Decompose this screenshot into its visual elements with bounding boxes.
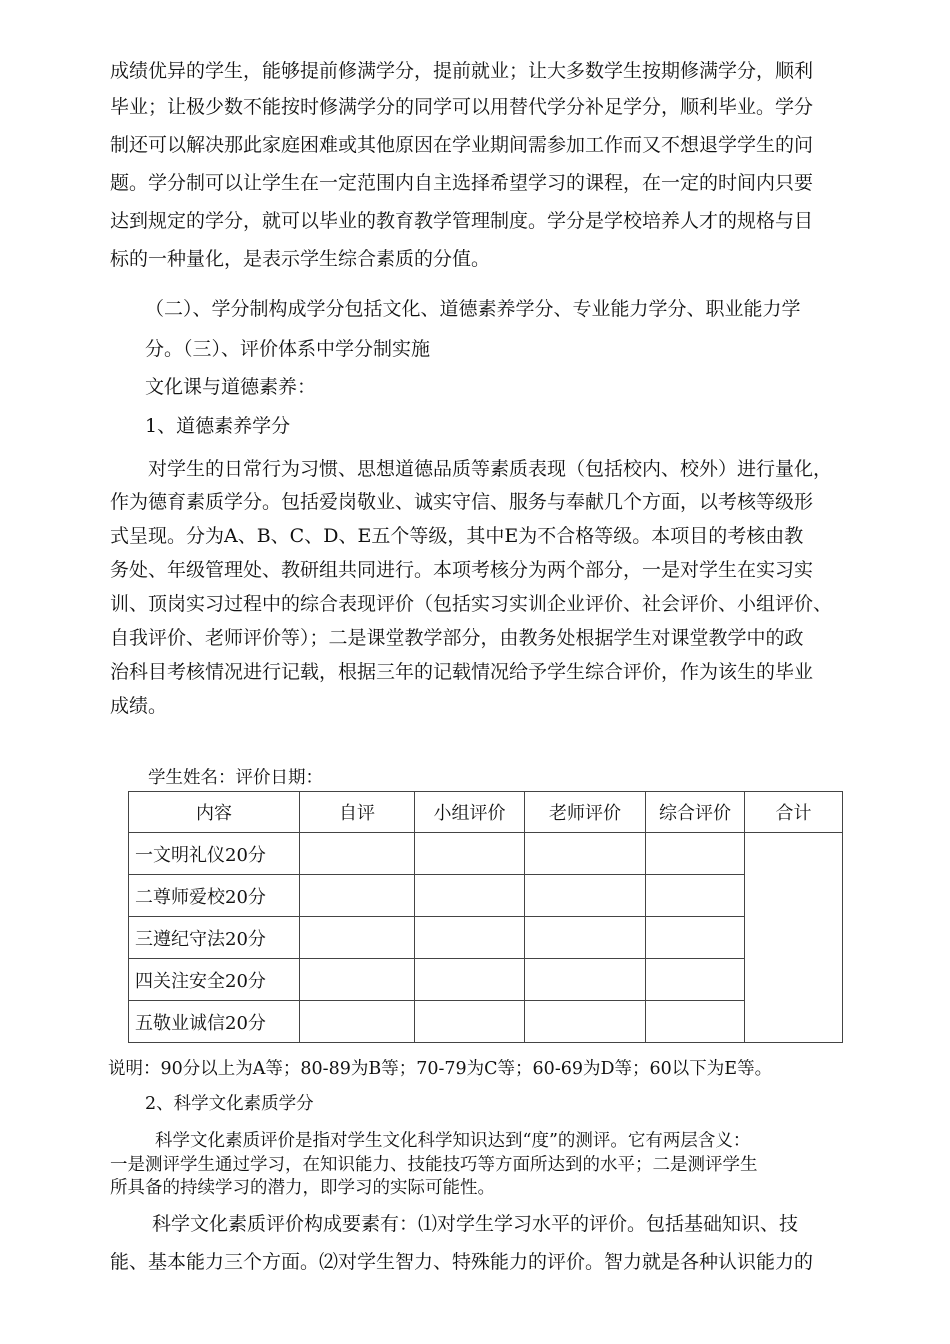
table-row: [129, 959, 843, 1001]
row-label: 二尊师爱校20分: [129, 875, 300, 917]
score-cell: [300, 833, 415, 875]
text-line: 所具备的持续学习的潜力，即学习的实际可能性。: [110, 1178, 495, 1198]
table-row: [129, 833, 843, 875]
table-row: [129, 1001, 843, 1043]
score-cell: [415, 875, 525, 917]
text-line: 达到规定的学分，就可以毕业的教育教学管理制度。学分是学校培养人才的规格与目: [110, 210, 814, 232]
text-line: 自我评价、老师评价等）；二是课堂教学部分，由教务处根据学生对课堂教学中的政: [110, 627, 804, 649]
total-cell: [745, 833, 843, 1043]
row-label: 四关注安全20分: [129, 959, 300, 1001]
header-overall-eval: 综合评价: [646, 792, 745, 833]
text-line: 治科目考核情况进行记载，根据三年的记载情况给予学生综合评价，作为该生的毕业: [110, 661, 814, 683]
text-line: 式呈现。分为A、B、C、D、E五个等级，其中E为不合格等级。本项目的考核由教: [110, 525, 804, 547]
evaluation-table: [128, 791, 843, 1043]
text-line: 作为德育素质学分。包括爱岗敬业、诚实守信、服务与奉献几个方面，以考核等级形: [110, 491, 814, 513]
table-header-row: [129, 792, 843, 833]
table-caption: 学生姓名：评价日期：: [148, 768, 323, 788]
text-line: 标的一种量化，是表示学生综合素质的分值。: [110, 248, 491, 270]
row-label: 一文明礼仪20分: [129, 833, 300, 875]
score-cell: [300, 1001, 415, 1043]
text-line: 对学生的日常行为习惯、思想道德品质等素质表现（包括校内、校外）进行量化，: [148, 458, 833, 480]
text-line: 能、基本能力三个方面。⑵对学生智力、特殊能力的评价。智力就是各种认识能力的: [110, 1251, 814, 1273]
row-label: 五敬业诚信20分: [129, 1001, 300, 1043]
score-cell: [300, 917, 415, 959]
heading-moral-credit: 1、道德素养学分: [145, 415, 291, 437]
header-total: 合计: [745, 792, 843, 833]
section-heading-composition: （二）、学分制构成学分包括文化、道德素养学分、专业能力学分、职业能力学: [145, 298, 801, 320]
header-self-eval: 自评: [300, 792, 415, 833]
text-line: 成绩。: [110, 695, 168, 717]
score-cell: [525, 875, 646, 917]
score-cell: [415, 959, 525, 1001]
table-row: [129, 917, 843, 959]
row-label: 三遵纪守法20分: [129, 917, 300, 959]
score-cell: [525, 833, 646, 875]
text-line: 科学文化素质评价是指对学生文化科学知识达到“度”的测评。它有两层含义：: [155, 1131, 751, 1151]
text-line: 科学文化素质评价构成要素有：⑴对学生学习水平的评价。包括基础知识、技: [152, 1213, 799, 1235]
header-teacher-eval: 老师评价: [525, 792, 646, 833]
score-cell: [300, 959, 415, 1001]
score-cell: [415, 833, 525, 875]
text-line: 一是测评学生通过学习，在知识能力、技能技巧等方面所达到的水平；二是测评学生: [110, 1155, 758, 1175]
score-cell: [646, 833, 745, 875]
score-cell: [525, 917, 646, 959]
text-line: 务处、年级管理处、教研组共同进行。本项考核分为两个部分，一是对学生在实习实: [110, 559, 814, 581]
score-cell: [415, 917, 525, 959]
table-note: 说明：90分以上为A等；80-89为B等；70-79为C等；60-69为D等；60以下为E等。: [108, 1059, 773, 1079]
header-content: 内容: [129, 792, 300, 833]
text-line: 毕业；让极少数不能按时修满学分的同学可以用替代学分补足学分，顺利毕业。学分: [110, 96, 814, 118]
score-cell: [646, 875, 745, 917]
text-line: 制还可以解决那此家庭困难或其他原因在学业期间需参加工作而又不想退学学生的问: [110, 134, 814, 156]
score-cell: [646, 1001, 745, 1043]
heading-science-culture-credit: 2、科学文化素质学分: [145, 1094, 314, 1114]
score-cell: [525, 959, 646, 1001]
score-cell: [525, 1001, 646, 1043]
table-row: [129, 875, 843, 917]
text-line: 训、顶岗实习过程中的综合表现评价（包括实习实训企业评价、社会评价、小组评价、: [110, 593, 833, 615]
text-line: 题。学分制可以让学生在一定范围内自主选择希望学习的课程，在一定的时间内只要: [110, 172, 814, 194]
score-cell: [646, 959, 745, 1001]
score-cell: [300, 875, 415, 917]
section-heading-implementation: 分。（三）、评价体系中学分制实施: [145, 338, 431, 360]
culture-heading: 文化课与道德素养：: [145, 376, 317, 398]
score-cell: [646, 917, 745, 959]
text-line: 成绩优异的学生，能够提前修满学分，提前就业；让大多数学生按期修满学分，顺利: [110, 60, 814, 82]
score-cell: [415, 1001, 525, 1043]
header-group-eval: 小组评价: [415, 792, 525, 833]
